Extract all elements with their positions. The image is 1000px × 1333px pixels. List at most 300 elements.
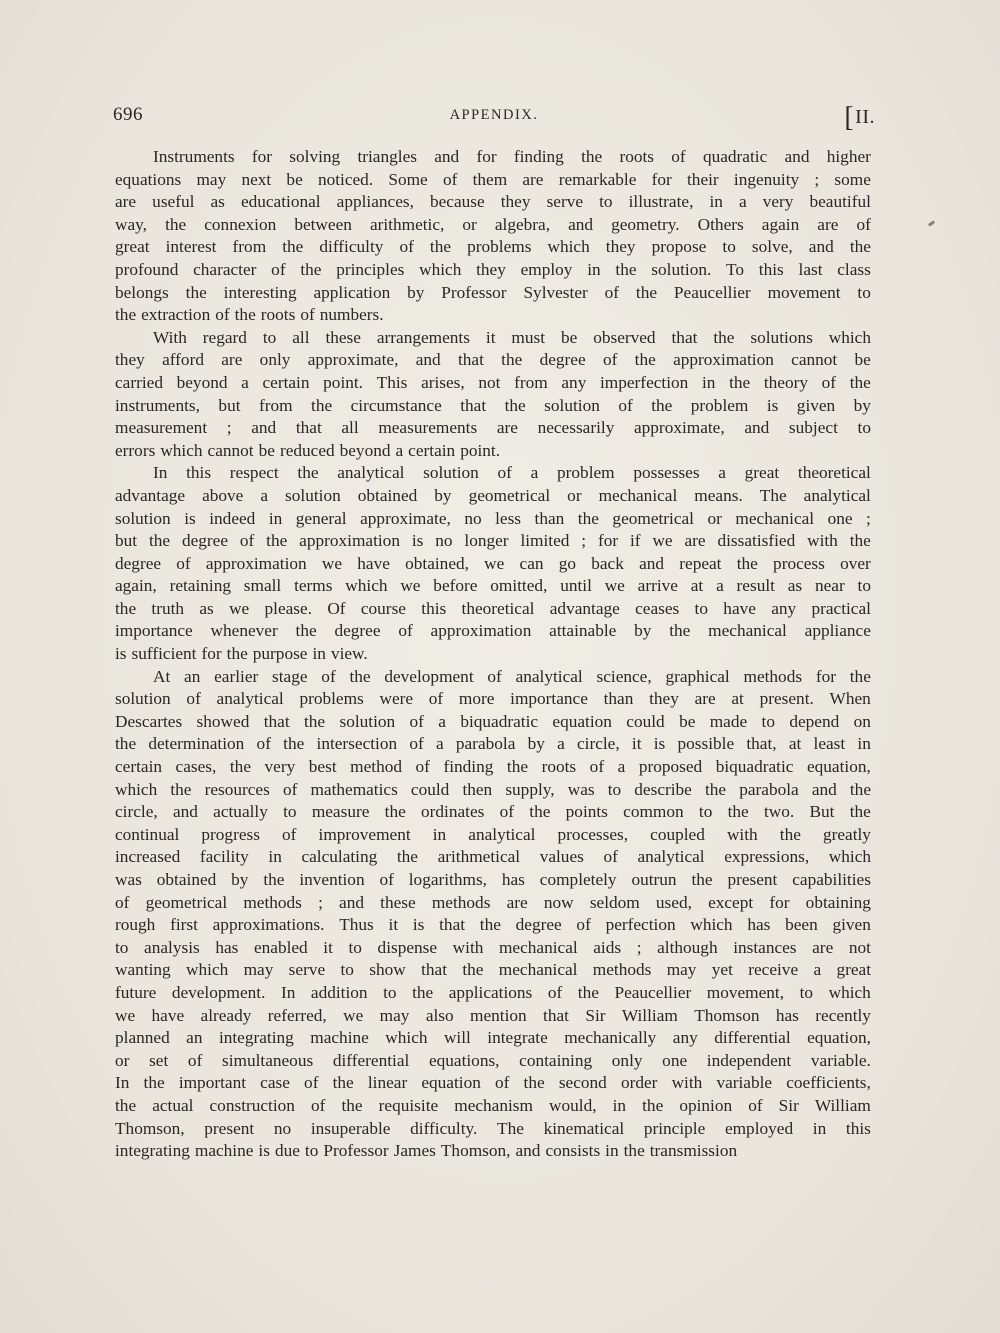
word: has <box>747 915 771 935</box>
word: insuperable <box>310 1118 391 1138</box>
word: to <box>340 960 354 980</box>
word: in <box>612 1095 627 1115</box>
word: present. <box>759 689 814 709</box>
word: future <box>115 982 157 1002</box>
word: class <box>837 259 871 279</box>
word: variable <box>716 1073 773 1093</box>
running-head: APPENDIX. <box>449 107 539 123</box>
word: to <box>262 327 277 347</box>
word: numbers. <box>319 305 384 325</box>
word: which <box>160 440 203 460</box>
word: the <box>615 259 637 279</box>
word: afford <box>162 350 204 370</box>
text-line <box>115 620 871 643</box>
word: which <box>547 237 590 257</box>
word: and <box>415 350 441 370</box>
word: necessarily <box>537 418 615 438</box>
word: that <box>263 711 290 731</box>
word: until <box>560 576 592 596</box>
word: and <box>784 147 810 166</box>
word: earlier <box>214 666 259 686</box>
word: it <box>631 734 642 754</box>
word: at <box>690 576 704 596</box>
word: interesting <box>223 282 297 302</box>
word: of <box>409 734 424 754</box>
word: remarkable <box>558 169 637 189</box>
text-line <box>115 892 871 915</box>
word: that <box>460 395 487 415</box>
word: progress <box>201 824 260 844</box>
word: actually <box>213 802 268 822</box>
word: solution <box>285 485 341 505</box>
word: to <box>694 598 708 618</box>
word: from <box>514 372 548 392</box>
word: is <box>258 1141 270 1161</box>
word: used, <box>655 892 692 912</box>
word: which <box>385 1028 428 1048</box>
text-line <box>115 914 871 937</box>
word: problem <box>557 463 615 483</box>
word: At <box>153 666 171 686</box>
word: not <box>848 937 871 957</box>
word: the <box>311 395 333 415</box>
word: capabilities <box>792 870 871 889</box>
word: Thomson, <box>115 1118 185 1138</box>
word: cases, <box>175 757 217 777</box>
word: of <box>497 463 512 483</box>
text-line <box>115 191 871 214</box>
word: way, <box>115 214 147 234</box>
word: all <box>292 327 310 347</box>
word: of <box>415 757 430 777</box>
word: algebra, <box>494 214 551 234</box>
word: machine <box>194 1141 254 1161</box>
word: degree <box>334 621 381 641</box>
word: go <box>558 553 577 573</box>
word: obtaining <box>805 892 871 912</box>
text-line <box>115 214 871 237</box>
word: mathematics <box>310 779 398 799</box>
text-line <box>115 711 871 734</box>
word: that <box>439 915 466 935</box>
word: the <box>523 1073 545 1093</box>
word: employed <box>724 1118 794 1138</box>
word: errors <box>115 440 156 460</box>
word: on <box>853 711 871 731</box>
word: beautiful <box>809 192 871 212</box>
word: But <box>809 802 835 822</box>
text-line <box>115 282 871 305</box>
word: that, <box>746 734 777 754</box>
word: are <box>694 689 716 709</box>
word: in <box>812 1118 827 1138</box>
word: before <box>433 576 478 596</box>
word: are <box>817 214 839 234</box>
word: by <box>407 282 425 302</box>
word: may <box>196 169 227 189</box>
word: but <box>218 395 241 415</box>
word: and <box>339 892 364 912</box>
word: coupled <box>650 824 705 844</box>
word: resources <box>204 779 270 799</box>
word: are <box>684 531 706 551</box>
word: increased <box>115 847 181 867</box>
word: the <box>634 350 656 370</box>
word: the <box>729 372 751 392</box>
word: to <box>761 711 775 731</box>
word: no <box>273 1118 292 1138</box>
body-text <box>115 146 871 1163</box>
word: mechanical <box>708 621 787 641</box>
word: reduced <box>279 440 335 460</box>
word: the <box>234 305 256 325</box>
word: although <box>657 937 718 957</box>
word: for <box>597 531 619 551</box>
word: cannot <box>207 440 254 460</box>
paragraph <box>115 666 871 1163</box>
word: the <box>295 621 317 641</box>
word: only <box>611 1050 643 1070</box>
word: coefficients, <box>786 1073 871 1093</box>
word: opinion <box>679 1095 733 1115</box>
word: machine <box>310 1028 369 1048</box>
word: from <box>232 237 267 257</box>
word: Thomson, <box>440 1141 511 1161</box>
text-line <box>115 643 871 666</box>
word: belongs <box>115 282 169 302</box>
word: solution. <box>651 259 712 279</box>
word: appliance <box>804 621 871 641</box>
word: than <box>534 508 565 528</box>
word: that <box>543 1005 569 1025</box>
word: approximation <box>673 350 774 370</box>
word: development. <box>171 982 266 1002</box>
word: of <box>748 1095 763 1115</box>
word: it <box>388 915 399 935</box>
word: again, <box>115 576 157 596</box>
word: yet <box>711 960 733 980</box>
word: importance <box>115 621 193 641</box>
word: arrive <box>637 576 678 596</box>
word: measurements <box>378 418 478 438</box>
word: was <box>115 870 142 889</box>
word: as <box>210 192 225 212</box>
word: may <box>379 1005 410 1025</box>
word: William <box>621 1005 678 1025</box>
word: of <box>399 237 414 257</box>
word: the <box>384 802 406 822</box>
word: ; <box>581 531 587 551</box>
word: the <box>300 259 322 279</box>
word: obtained, <box>405 553 469 573</box>
word: and <box>808 237 834 257</box>
word: dispense <box>377 937 438 957</box>
word: application <box>313 282 391 302</box>
word: Peaucellier <box>614 982 692 1002</box>
word: the <box>412 982 434 1002</box>
word: quadratic <box>702 147 768 166</box>
text-line <box>115 937 871 960</box>
paragraph <box>115 327 871 463</box>
word: the <box>115 598 137 618</box>
word: between <box>294 214 352 234</box>
word: William <box>814 1095 871 1115</box>
word: profound <box>115 259 179 279</box>
word: a <box>530 463 539 483</box>
word: of <box>271 259 286 279</box>
text-line <box>115 1072 871 1095</box>
word: than <box>603 689 634 709</box>
word: over <box>840 553 871 573</box>
word: great <box>836 960 871 980</box>
word: the <box>143 1073 165 1093</box>
text-line <box>115 846 871 869</box>
word: and <box>639 553 665 573</box>
word: geometrical <box>145 892 228 912</box>
word: in <box>701 372 716 392</box>
word: be <box>286 169 303 189</box>
word: they <box>500 192 531 212</box>
word: the <box>396 847 418 867</box>
text-line <box>115 1095 871 1118</box>
text-line <box>115 508 871 531</box>
word: limited <box>520 531 570 551</box>
word: approximate, <box>360 508 451 528</box>
word: extraction <box>141 305 211 325</box>
word: problems <box>299 689 364 709</box>
word: serve <box>546 192 584 212</box>
word: it <box>485 327 496 347</box>
word: to <box>857 282 871 302</box>
word: some <box>834 169 871 189</box>
word: planned <box>115 1028 170 1048</box>
word: of <box>115 892 130 912</box>
word: all <box>341 418 359 438</box>
word: a <box>718 463 726 483</box>
word: omitted, <box>490 576 548 596</box>
word: that <box>295 418 322 438</box>
word: approximate, <box>307 350 399 370</box>
word: is <box>184 508 196 528</box>
word: a <box>716 576 724 596</box>
word: of <box>442 169 458 189</box>
word: solution <box>544 395 600 415</box>
word: Sir <box>585 1005 606 1025</box>
word: stage <box>272 666 308 686</box>
word: for <box>251 147 273 166</box>
word: are <box>221 350 243 370</box>
word: the <box>529 802 551 822</box>
word: to <box>607 779 622 799</box>
text-line <box>115 530 871 553</box>
word: certain <box>115 757 163 777</box>
word: very <box>762 192 794 212</box>
word: which <box>186 960 229 980</box>
word: first <box>170 915 198 935</box>
word: been <box>785 915 818 935</box>
word: solution <box>339 711 396 731</box>
word: geometrical <box>468 485 551 505</box>
text-line <box>115 779 871 802</box>
word: integrating <box>115 1141 190 1161</box>
text-line <box>115 440 871 463</box>
word: analysis <box>144 937 200 957</box>
word: a <box>557 734 565 754</box>
word: circle, <box>115 802 158 822</box>
word: In <box>280 982 296 1002</box>
word: mention <box>470 1005 527 1025</box>
word: with <box>671 1073 703 1093</box>
word: to <box>857 576 871 596</box>
word: of <box>239 531 255 551</box>
text-line <box>115 462 871 485</box>
word: interest <box>165 237 217 257</box>
word: biquadratic <box>460 711 539 731</box>
word: approximation <box>205 553 307 573</box>
word: to <box>115 937 129 957</box>
word: cannot <box>791 350 838 370</box>
word: and <box>744 418 770 438</box>
word: analytical <box>637 847 705 867</box>
word: theory <box>763 372 808 392</box>
word: we <box>343 1005 364 1025</box>
word: view. <box>330 644 368 664</box>
word: have <box>357 553 390 573</box>
word: of <box>215 305 230 325</box>
word: mechanical <box>498 960 578 980</box>
word: geometry. <box>611 214 680 234</box>
word: would, <box>549 1095 597 1115</box>
word: in <box>857 734 871 754</box>
word: circumstance <box>350 395 442 415</box>
word: geometrical <box>612 508 694 528</box>
word: in <box>268 847 282 867</box>
word: wanting <box>115 960 171 980</box>
word: of <box>547 982 563 1002</box>
word: attainable <box>549 621 617 641</box>
word: by <box>527 734 545 754</box>
word: observed <box>593 327 656 347</box>
word: which <box>115 779 158 799</box>
word: noticed. <box>317 169 374 189</box>
word: to <box>283 802 297 822</box>
word: the <box>479 915 501 935</box>
word: because <box>429 192 485 212</box>
word: is <box>412 915 425 935</box>
word: completely <box>539 870 617 889</box>
margin-ink-mark <box>928 220 935 226</box>
word: in <box>587 259 601 279</box>
word: theoretical <box>461 598 535 618</box>
word: ; <box>866 508 871 528</box>
word: the <box>849 802 871 822</box>
word: actual <box>152 1095 194 1115</box>
word: point. <box>460 440 501 460</box>
word: analytical <box>337 463 405 483</box>
word: mechanical <box>498 937 578 957</box>
word: character <box>193 259 257 279</box>
word: ; <box>814 169 820 189</box>
word: for <box>769 892 790 912</box>
paragraph <box>115 462 871 665</box>
word: the <box>303 711 326 731</box>
word: independent <box>706 1050 792 1070</box>
word: expressions, <box>724 847 810 867</box>
word: arithmetical <box>437 847 521 867</box>
word: containing <box>519 1050 593 1070</box>
word: of <box>576 915 591 935</box>
word: due <box>274 1141 300 1161</box>
text-line <box>115 236 871 259</box>
word: the <box>736 553 758 573</box>
word: which <box>828 982 871 1002</box>
word: circle, <box>576 734 620 754</box>
word: the <box>115 305 137 325</box>
word: practical <box>811 598 871 618</box>
word: case <box>260 1073 290 1093</box>
word: a <box>813 960 822 980</box>
word: important <box>178 1073 247 1093</box>
word: imperfection <box>600 372 689 392</box>
word: these <box>325 327 361 347</box>
word: to <box>599 192 613 212</box>
text-line <box>115 146 871 169</box>
word: which <box>345 576 388 596</box>
word: to <box>722 237 736 257</box>
word: the <box>297 463 319 483</box>
word: the <box>577 508 599 528</box>
word: the <box>226 644 248 664</box>
word: with <box>807 531 838 551</box>
word: the <box>635 282 658 302</box>
word: advantage <box>549 598 620 618</box>
word: Thomson <box>694 1005 760 1025</box>
word: the <box>501 350 523 370</box>
word: finding <box>513 147 564 166</box>
word: consists <box>545 1141 601 1161</box>
word: This <box>376 372 408 392</box>
word: integrate <box>487 1028 548 1048</box>
word: and <box>811 779 837 799</box>
word: has <box>215 937 239 957</box>
word: analytical <box>468 824 536 844</box>
word: the <box>429 237 452 257</box>
word: not <box>478 372 501 392</box>
word: method <box>350 757 402 777</box>
word: measurement <box>115 418 208 438</box>
word: arises, <box>421 372 465 392</box>
word: repeat <box>679 553 722 573</box>
word: set <box>149 1050 169 1070</box>
word: biquadratic <box>715 757 794 777</box>
word: the <box>849 237 871 257</box>
word: differential <box>714 1028 791 1048</box>
word: are <box>506 892 528 912</box>
word: In <box>153 463 168 483</box>
word: Some <box>388 169 428 189</box>
word: roots <box>260 305 296 325</box>
word: the <box>148 531 171 551</box>
word: we <box>652 531 673 551</box>
word: logarithms, <box>408 870 487 889</box>
text-line <box>115 169 871 192</box>
word: perfection <box>605 915 676 935</box>
word: equation, <box>807 1028 871 1048</box>
word: the <box>266 531 288 551</box>
word: educational <box>240 192 321 212</box>
word: invention <box>299 870 365 889</box>
word: of <box>428 689 444 709</box>
